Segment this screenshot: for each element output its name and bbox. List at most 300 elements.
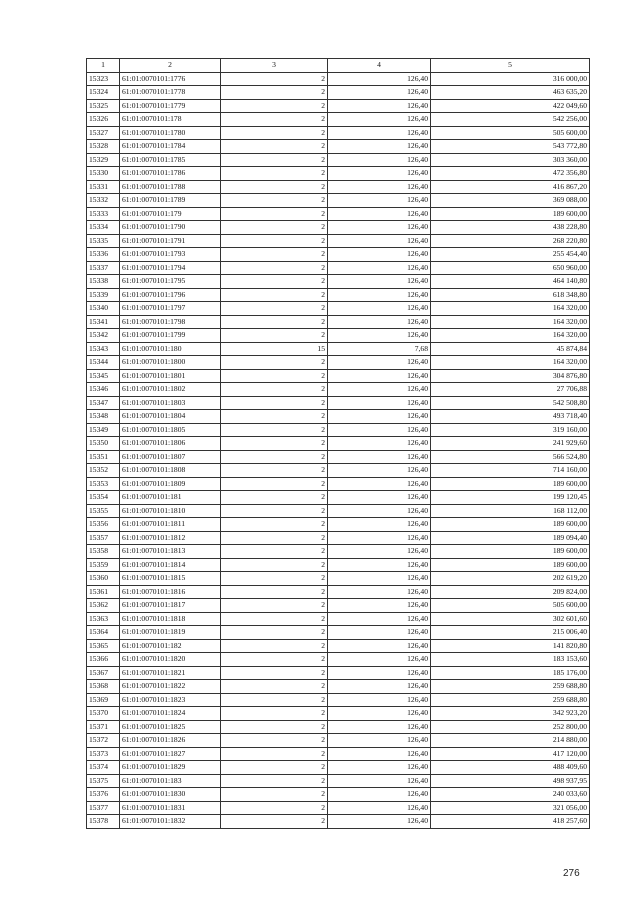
col-4-value: 126,40 [328,801,431,815]
col-3-value: 2 [221,450,328,464]
table-row [87,423,590,437]
col-4-value: 126,40 [328,518,431,532]
col-5-value: 259 688,80 [431,693,590,707]
table-row [87,747,590,761]
cadastral-number: 61:01:0070101:1795 [120,275,221,289]
cadastral-number: 61:01:0070101:182 [120,639,221,653]
cadastral-number: 61:01:0070101:1778 [120,86,221,100]
table-row [87,653,590,667]
row-number: 15347 [87,396,120,410]
cadastral-number: 61:01:0070101:1815 [120,572,221,586]
header-col-2: 2 [120,59,221,73]
col-3-value: 2 [221,720,328,734]
table-row [87,491,590,505]
col-5-value: 27 706,88 [431,383,590,397]
cadastral-number: 61:01:0070101:1806 [120,437,221,451]
col-3-value: 2 [221,396,328,410]
col-4-value: 126,40 [328,612,431,626]
col-5-value: 342 923,20 [431,707,590,721]
row-number: 15364 [87,626,120,640]
col-4-value: 126,40 [328,558,431,572]
cadastral-number: 61:01:0070101:1809 [120,477,221,491]
col-4-value: 126,40 [328,410,431,424]
table-row [87,396,590,410]
col-4-value: 126,40 [328,113,431,127]
table-row [87,707,590,721]
row-number: 15365 [87,639,120,653]
col-5-value: 321 056,00 [431,801,590,815]
col-3-value: 2 [221,86,328,100]
col-5-value: 618 348,80 [431,288,590,302]
col-4-value: 126,40 [328,153,431,167]
col-5-value: 164 320,00 [431,302,590,316]
col-3-value: 2 [221,153,328,167]
col-3-value: 2 [221,639,328,653]
table-row [87,518,590,532]
cadastral-number: 61:01:0070101:1780 [120,126,221,140]
col-3-value: 2 [221,248,328,262]
col-5-value: 45 874,84 [431,342,590,356]
cadastral-number: 61:01:0070101:1821 [120,666,221,680]
col-4-value: 126,40 [328,275,431,289]
cadastral-number: 61:01:0070101:1811 [120,518,221,532]
row-number: 15360 [87,572,120,586]
col-5-value: 202 619,20 [431,572,590,586]
col-4-value: 126,40 [328,396,431,410]
table-row [87,140,590,154]
table-row [87,477,590,491]
row-number: 15334 [87,221,120,235]
col-3-value: 2 [221,815,328,829]
col-3-value: 2 [221,261,328,275]
cadastral-number: 61:01:0070101:1776 [120,72,221,86]
row-number: 15328 [87,140,120,154]
col-3-value: 2 [221,369,328,383]
col-5-value: 255 454,40 [431,248,590,262]
row-number: 15351 [87,450,120,464]
col-3-value: 2 [221,504,328,518]
cadastral-number: 61:01:0070101:1823 [120,693,221,707]
col-5-value: 319 160,00 [431,423,590,437]
col-4-value: 126,40 [328,774,431,788]
col-4-value: 126,40 [328,477,431,491]
cadastral-number: 61:01:0070101:1807 [120,450,221,464]
cadastral-number: 61:01:0070101:1826 [120,734,221,748]
col-4-value: 126,40 [328,450,431,464]
row-number: 15329 [87,153,120,167]
row-number: 15341 [87,315,120,329]
col-3-value: 2 [221,207,328,221]
col-5-value: 543 772,80 [431,140,590,154]
col-5-value: 542 508,80 [431,396,590,410]
col-4-value: 126,40 [328,747,431,761]
col-4-value: 126,40 [328,639,431,653]
table-row [87,585,590,599]
table-row [87,545,590,559]
cadastral-number: 61:01:0070101:1797 [120,302,221,316]
row-number: 15378 [87,815,120,829]
col-3-value: 2 [221,72,328,86]
col-4-value: 126,40 [328,383,431,397]
col-3-value: 2 [221,221,328,235]
page-number: 276 [563,868,580,879]
col-4-value: 126,40 [328,545,431,559]
row-number: 15359 [87,558,120,572]
table-row [87,180,590,194]
table-row [87,531,590,545]
col-3-value: 2 [221,167,328,181]
col-5-value: 303 360,00 [431,153,590,167]
col-4-value: 126,40 [328,707,431,721]
col-3-value: 2 [221,491,328,505]
col-3-value: 2 [221,302,328,316]
col-5-value: 164 320,00 [431,356,590,370]
cadastral-number: 61:01:0070101:1788 [120,180,221,194]
row-number: 15366 [87,653,120,667]
row-number: 15362 [87,599,120,613]
cadastral-number: 61:01:0070101:181 [120,491,221,505]
row-number: 15330 [87,167,120,181]
row-number: 15370 [87,707,120,721]
col-5-value: 189 600,00 [431,558,590,572]
cadastral-number: 61:01:0070101:1799 [120,329,221,343]
cadastral-number: 61:01:0070101:1791 [120,234,221,248]
col-5-value: 438 228,80 [431,221,590,235]
col-4-value: 126,40 [328,423,431,437]
col-3-value: 2 [221,626,328,640]
table-row [87,774,590,788]
row-number: 15356 [87,518,120,532]
col-3-value: 2 [221,437,328,451]
cadastral-number: 61:01:0070101:178 [120,113,221,127]
col-5-value: 417 120,00 [431,747,590,761]
row-number: 15345 [87,369,120,383]
cadastral-number: 61:01:0070101:1832 [120,815,221,829]
col-4-value: 126,40 [328,653,431,667]
col-5-value: 542 256,00 [431,113,590,127]
col-4-value: 126,40 [328,329,431,343]
cadastral-number: 61:01:0070101:1824 [120,707,221,721]
cadastral-number: 61:01:0070101:1830 [120,788,221,802]
table-row [87,72,590,86]
row-number: 15377 [87,801,120,815]
table-row [87,275,590,289]
registry-table [86,58,590,829]
col-3-value: 2 [221,612,328,626]
row-number: 15327 [87,126,120,140]
col-5-value: 189 600,00 [431,518,590,532]
col-5-value: 369 088,00 [431,194,590,208]
col-5-value: 164 320,00 [431,329,590,343]
table-row [87,113,590,127]
col-4-value: 126,40 [328,572,431,586]
col-5-value: 209 824,00 [431,585,590,599]
cadastral-number: 61:01:0070101:1800 [120,356,221,370]
table-body [87,72,590,828]
cadastral-number: 61:01:0070101:1784 [120,140,221,154]
col-3-value: 2 [221,774,328,788]
cadastral-number: 61:01:0070101:1804 [120,410,221,424]
col-3-value: 2 [221,599,328,613]
col-4-value: 126,40 [328,167,431,181]
col-5-value: 304 876,80 [431,369,590,383]
col-5-value: 472 356,80 [431,167,590,181]
table-row [87,99,590,113]
col-4-value: 126,40 [328,815,431,829]
col-5-value: 215 006,40 [431,626,590,640]
cadastral-number: 61:01:0070101:183 [120,774,221,788]
row-number: 15373 [87,747,120,761]
col-4-value: 126,40 [328,734,431,748]
cadastral-number: 61:01:0070101:1786 [120,167,221,181]
cadastral-number: 61:01:0070101:1829 [120,761,221,775]
row-number: 15331 [87,180,120,194]
col-5-value: 316 000,00 [431,72,590,86]
row-number: 15323 [87,72,120,86]
table-row [87,464,590,478]
cadastral-number: 61:01:0070101:1801 [120,369,221,383]
col-4-value: 126,40 [328,693,431,707]
table-row [87,437,590,451]
table-row [87,234,590,248]
col-4-value: 126,40 [328,788,431,802]
col-5-value: 252 800,00 [431,720,590,734]
table-row [87,315,590,329]
table-row [87,761,590,775]
table-row [87,693,590,707]
col-5-value: 464 140,80 [431,275,590,289]
table-row [87,261,590,275]
table-row [87,734,590,748]
col-5-value: 199 120,45 [431,491,590,505]
col-5-value: 650 960,00 [431,261,590,275]
cadastral-number: 61:01:0070101:1798 [120,315,221,329]
col-3-value: 2 [221,693,328,707]
col-4-value: 126,40 [328,585,431,599]
table-row [87,248,590,262]
col-4-value: 126,40 [328,437,431,451]
col-5-value: 493 718,40 [431,410,590,424]
table-row [87,450,590,464]
col-3-value: 2 [221,356,328,370]
row-number: 15372 [87,734,120,748]
col-3-value: 2 [221,329,328,343]
cadastral-number: 61:01:0070101:1779 [120,99,221,113]
cadastral-number: 61:01:0070101:1808 [120,464,221,478]
col-5-value: 168 112,00 [431,504,590,518]
col-4-value: 126,40 [328,180,431,194]
col-3-value: 2 [221,194,328,208]
col-3-value: 2 [221,585,328,599]
table-row [87,558,590,572]
col-5-value: 259 688,80 [431,680,590,694]
cadastral-number: 61:01:0070101:1810 [120,504,221,518]
col-4-value: 126,40 [328,302,431,316]
col-3-value: 2 [221,572,328,586]
row-number: 15338 [87,275,120,289]
row-number: 15340 [87,302,120,316]
col-3-value: 2 [221,680,328,694]
cadastral-number: 61:01:0070101:1816 [120,585,221,599]
table-row [87,329,590,343]
col-3-value: 2 [221,410,328,424]
table-row [87,801,590,815]
row-number: 15371 [87,720,120,734]
table-row [87,788,590,802]
row-number: 15354 [87,491,120,505]
col-3-value: 2 [221,275,328,289]
col-4-value: 126,40 [328,261,431,275]
col-5-value: 463 635,20 [431,86,590,100]
row-number: 15353 [87,477,120,491]
table-row [87,356,590,370]
col-5-value: 498 937,95 [431,774,590,788]
col-5-value: 189 600,00 [431,545,590,559]
table-row [87,207,590,221]
table-row [87,383,590,397]
table-row [87,612,590,626]
col-5-value: 505 600,00 [431,599,590,613]
col-5-value: 714 160,00 [431,464,590,478]
header-col-3: 3 [221,59,328,73]
table-row [87,369,590,383]
col-3-value: 2 [221,707,328,721]
table-row [87,626,590,640]
row-number: 15376 [87,788,120,802]
col-5-value: 566 524,80 [431,450,590,464]
table-row [87,720,590,734]
row-number: 15346 [87,383,120,397]
cadastral-number: 61:01:0070101:1793 [120,248,221,262]
row-number: 15374 [87,761,120,775]
cadastral-number: 61:01:0070101:1803 [120,396,221,410]
row-number: 15325 [87,99,120,113]
row-number: 15342 [87,329,120,343]
table-row [87,410,590,424]
col-5-value: 418 257,60 [431,815,590,829]
col-4-value: 126,40 [328,315,431,329]
col-4-value: 126,40 [328,86,431,100]
col-4-value: 126,40 [328,288,431,302]
col-3-value: 2 [221,801,328,815]
col-5-value: 164 320,00 [431,315,590,329]
col-4-value: 126,40 [328,531,431,545]
table-row [87,153,590,167]
cadastral-number: 61:01:0070101:1796 [120,288,221,302]
header-col-1: 1 [87,59,120,73]
col-3-value: 2 [221,464,328,478]
cadastral-number: 61:01:0070101:1818 [120,612,221,626]
row-number: 15348 [87,410,120,424]
col-3-value: 2 [221,734,328,748]
col-4-value: 126,40 [328,464,431,478]
col-4-value: 126,40 [328,221,431,235]
col-5-value: 416 867,20 [431,180,590,194]
cadastral-number: 61:01:0070101:1831 [120,801,221,815]
cadastral-number: 61:01:0070101:1817 [120,599,221,613]
col-5-value: 214 880,00 [431,734,590,748]
row-number: 15350 [87,437,120,451]
table-row [87,666,590,680]
table-row [87,815,590,829]
row-number: 15369 [87,693,120,707]
col-4-value: 126,40 [328,248,431,262]
col-4-value: 126,40 [328,720,431,734]
table-row [87,288,590,302]
row-number: 15361 [87,585,120,599]
col-3-value: 2 [221,126,328,140]
row-number: 15344 [87,356,120,370]
col-3-value: 2 [221,315,328,329]
col-4-value: 126,40 [328,504,431,518]
table-row [87,639,590,653]
col-4-value: 126,40 [328,140,431,154]
col-5-value: 183 153,60 [431,653,590,667]
cadastral-number: 61:01:0070101:1789 [120,194,221,208]
col-5-value: 268 220,80 [431,234,590,248]
col-4-value: 126,40 [328,680,431,694]
col-4-value: 126,40 [328,99,431,113]
cadastral-number: 61:01:0070101:179 [120,207,221,221]
col-4-value: 126,40 [328,369,431,383]
col-3-value: 2 [221,477,328,491]
cadastral-number: 61:01:0070101:1802 [120,383,221,397]
col-5-value: 302 601,60 [431,612,590,626]
cadastral-number: 61:01:0070101:1785 [120,153,221,167]
table-row [87,302,590,316]
row-number: 15332 [87,194,120,208]
col-3-value: 2 [221,666,328,680]
header-col-5: 5 [431,59,590,73]
cadastral-number: 61:01:0070101:1819 [120,626,221,640]
cadastral-number: 61:01:0070101:1813 [120,545,221,559]
col-4-value: 126,40 [328,491,431,505]
table-row [87,194,590,208]
row-number: 15349 [87,423,120,437]
col-4-value: 126,40 [328,626,431,640]
col-4-value: 126,40 [328,761,431,775]
col-4-value: 126,40 [328,356,431,370]
row-number: 15375 [87,774,120,788]
col-3-value: 2 [221,99,328,113]
row-number: 15343 [87,342,120,356]
col-4-value: 126,40 [328,234,431,248]
table-row [87,221,590,235]
table-row [87,167,590,181]
row-number: 15367 [87,666,120,680]
table-row [87,599,590,613]
cadastral-number: 61:01:0070101:1820 [120,653,221,667]
col-3-value: 2 [221,113,328,127]
col-4-value: 126,40 [328,126,431,140]
table-row [87,572,590,586]
col-5-value: 189 600,00 [431,207,590,221]
col-3-value: 2 [221,288,328,302]
row-number: 15324 [87,86,120,100]
col-4-value: 126,40 [328,599,431,613]
col-3-value: 2 [221,180,328,194]
col-4-value: 126,40 [328,194,431,208]
table-row [87,504,590,518]
col-3-value: 2 [221,545,328,559]
table-header-row [87,59,590,73]
cadastral-number: 61:01:0070101:1822 [120,680,221,694]
row-number: 15326 [87,113,120,127]
col-3-value: 15 [221,342,328,356]
col-4-value: 126,40 [328,666,431,680]
cadastral-number: 61:01:0070101:1827 [120,747,221,761]
row-number: 15335 [87,234,120,248]
